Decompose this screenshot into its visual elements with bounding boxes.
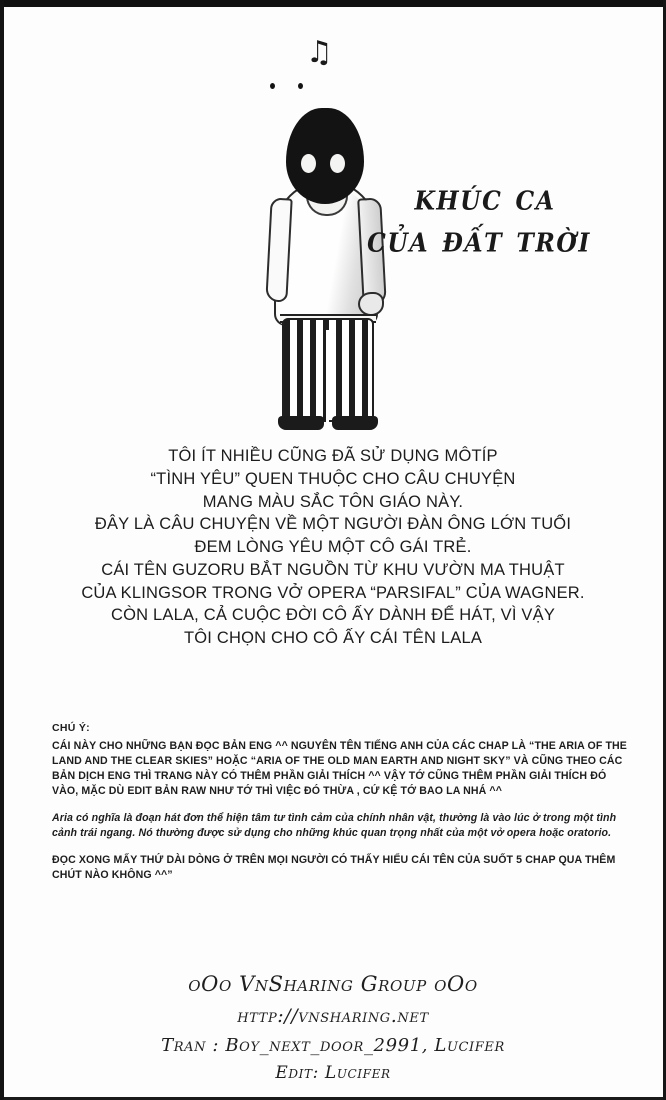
chapter-title [314,176,644,260]
figure-right-hand [358,292,384,316]
scanlation-credits [0,967,666,1088]
figure-left-eye [301,154,316,173]
notes-paragraph: CÁI NÀY CHO NHỮNG BẠN ĐỌC BẢN ENG ^^ NGUYÊN TÊN TIẾNG ANH CỦA CÁC CHAP LÀ “THE ARIA OF THE LAND AND THE CLEAR SKIES” HOẶC “ARIA OF THE OLD MAN EARTH AND NIGHT SKY” VÀ CŨNG THEO CÁC BẢN DỊCH ENG THÌ TRANG NÀY CÓ THÊM PHẦN GIẢI THÍCH ^^ VẬY TỚ CŨNG THÊM PHẦN GIẢI THÍCH ĐÓ VÀO, MẶC DÙ EDIT BẢN RAW NHƯ TỚ THÌ VIỆC ĐÓ THỪA , CỨ KỆ TỚ BAO LA NHÁ ^^ [52,740,627,798]
figure-right-shoe [332,416,378,430]
notes-paragraph: ĐỌC XONG MẤY THỨ DÀI DÒNG Ở TRÊN MỌI NGƯỜI CÓ THẤY HIỂU CÁI TÊN CỦA SUỐT 5 CHAP QUA THÊM CHÚT NÀO KHÔNG ^^” [52,854,616,882]
credits-editor: Edit: Lucifer [275,1063,391,1084]
figure-leg-gap [326,330,329,422]
figure-right-eye [330,154,345,173]
notes-heading: CHÚ Ý: [52,722,90,734]
page-border-top [0,0,666,7]
chapter-title-line-2: của đất trời [367,216,591,261]
caption-line: ĐEM LÒNG YÊU MỘT CÔ GÁI TRẺ. [194,538,472,557]
caption-line: TÔI CHỌN CHO CÔ ẤY CÁI TÊN LALA [183,629,483,648]
figure-left-shoe [278,416,324,430]
figure-right-pupil [298,83,303,89]
music-note-icon: ♫ [306,35,333,70]
caption-line: MANG MÀU SẮC TÔN GIÁO NÀY. [202,492,464,511]
credits-url[interactable]: http://vnsharing.net [237,1004,429,1027]
caption-line: TÔI ÍT NHIỀU CŨNG ĐÃ SỬ DỤNG MÔTÍP [168,447,498,465]
caption-line: CÒN LALA, CẢ CUỘC ĐỜI CÔ ẤY DÀNH ĐỂ HÁT, VÌ VẬY [110,606,556,625]
caption-line: CỦA KLINGSOR TRONG VỞ OPERA “PARSIFAL” CỦA WAGNER. [81,583,585,602]
credits-translators: Tran : Boy_next_door_2991, Lucifer [161,1035,505,1057]
caption-line: “TÌNH YÊU” QUEN THUỘC CHO CÂU CHUYỆN [150,469,516,488]
caption-line: ĐÂY LÀ CÂU CHUYỆN VỀ MỘT NGƯỜI ĐÀN ÔNG LỚN TUỔI [94,515,572,534]
translator-notes [52,722,627,895]
notes-paragraph: Aria có nghĩa là đoạn hát đơn thể hiện tâm tư tình cảm của chính nhân vật, thường là vào lúc ở trong một tình cảnh trái ngang. Nó thường được sử dụng cho những khúc quan trọng nhất của một vở opera hoặc oratorio. [52,812,617,840]
chapter-title-line-1: khúc ca [414,174,556,219]
author-caption [0,445,666,650]
figure-left-pupil [270,83,275,89]
caption-line: CÁI TÊN GUZORU BẮT NGUỒN TỪ KHU VƯỜN MA THUẬT [101,560,565,579]
credits-group: oOo VnSharing Group oOo [188,971,478,996]
